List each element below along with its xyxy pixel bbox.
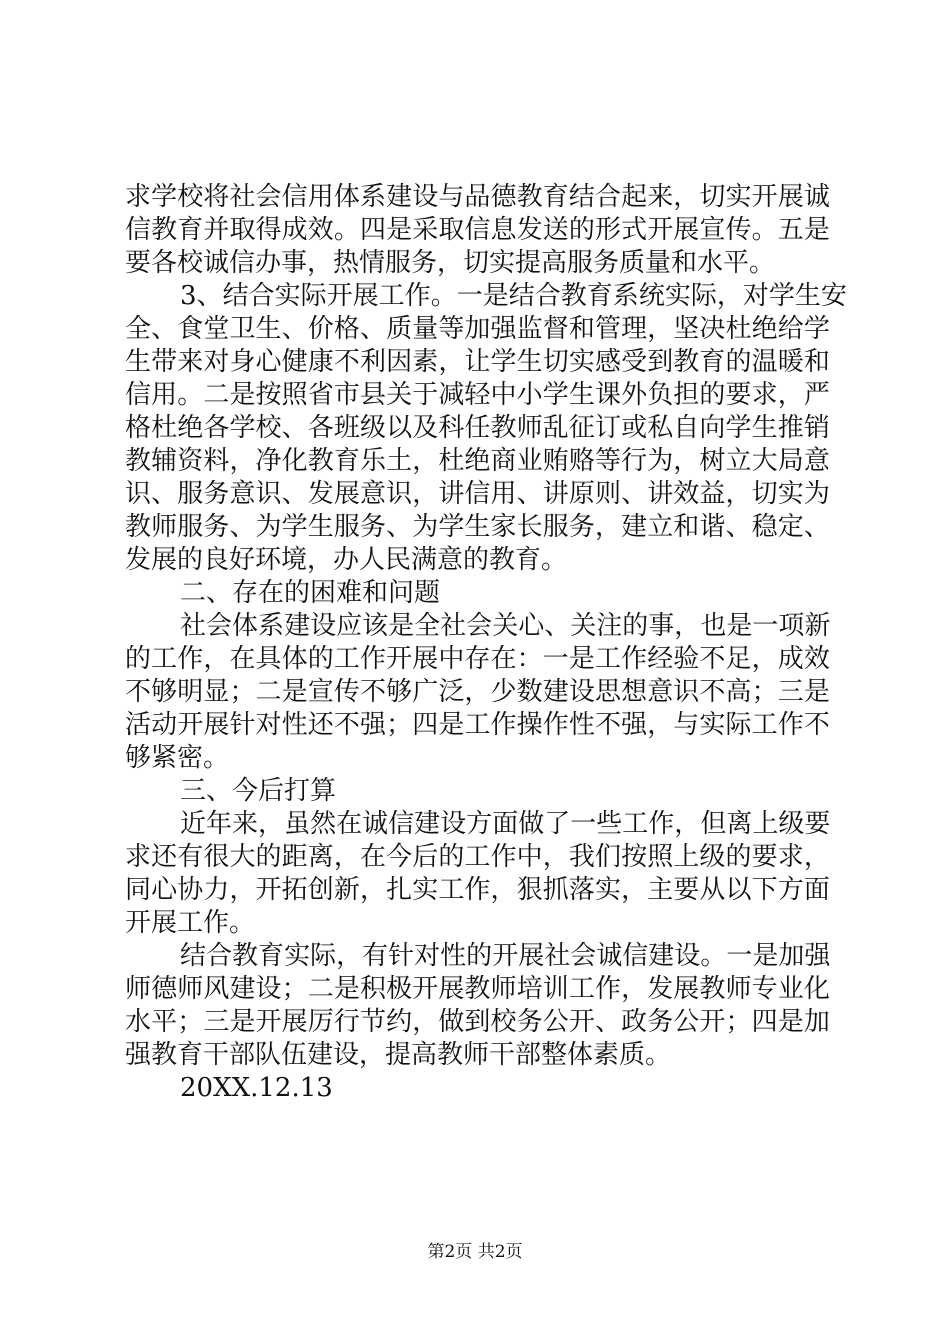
text-line: 3 、 结 合 实 际 开 展 工 作 。 一 是 结 合 教 育 系 统 实 际 ， 对 学 生 安 xyxy=(180,281,847,311)
text-line: 信 用 。 二 是 按 照 省 市 县 关 于 减 轻 中 小 学 生 课 外 负 担 的 要 求 ， 严 xyxy=(125,380,830,410)
text-line: 发展的良好环境，办人民满意的教育。 xyxy=(125,545,568,575)
text-line: 师 德 师 风 建 设 ； 二 是 积 极 开 展 教 师 培 训 工 作 ， 发 展 教 师 专 业 化 xyxy=(125,974,830,1004)
text-line: 结 合 教 育 实 际 ， 有 针 对 性 的 开 展 社 会 诚 信 建 设 。 一 是 加 强 xyxy=(180,941,831,971)
section-heading: 二、存在的困难和问题 xyxy=(180,578,441,608)
text-line: 的 工 作 ， 在 具 体 的 工 作 开 展 中 存 在 ： 一 是 工 作 经 验 不 足 ， 成 效 xyxy=(125,644,830,674)
text-line: 社 会 体 系 建 设 应 该 是 全 社 会 关 心 、 关 注 的 事 ， 也 是 一 项 新 xyxy=(180,611,831,641)
text-line: 不 够 明 显 ； 二 是 宣 传 不 够 广 泛 ， 少 数 建 设 思 想 意 识 不 高 ； 三 是 xyxy=(125,677,830,707)
text-line: 求 还 有 很 大 的 距 离 ， 在 今 后 的 工 作 中 ， 我 们 按 照 上 级 的 要 求 ， xyxy=(125,842,830,872)
text-line: 生 带 来 对 身 心 健 康 不 利 因 素 ， 让 学 生 切 实 感 受 到 教 育 的 温 暖 和 xyxy=(125,347,830,377)
text-line: 格 杜 绝 各 学 校 、 各 班 级 以 及 科 任 教 师 乱 征 订 或 私 自 向 学 生 推 销 xyxy=(125,413,830,443)
text-line: 教 师 服 务 、 为 学 生 服 务 、 为 学 生 家 长 服 务 ， 建 立 和 谐 、 稳 定 、 xyxy=(125,512,830,542)
text-line: 教 辅 资 料 ， 净 化 教 育 乐 土 ， 杜 绝 商 业 贿 赂 等 行 为 ， 树 立 大 局 意 xyxy=(125,446,830,476)
text-line: 全 、 食 堂 卫 生 、 价 格 、 质 量 等 加 强 监 督 和 管 理 ， 坚 决 杜 绝 给 学 xyxy=(125,314,830,344)
section-heading: 三、今后打算 xyxy=(180,776,337,806)
text-line: 水 平 ； 三 是 开 展 厉 行 节 约 ， 做 到 校 务 公 开 、 政 务 公 开 ； 四 是 加 xyxy=(125,1007,830,1037)
text-line: 要各校诚信办事，热情服务，切实提高服务质量和水平。 xyxy=(125,248,776,278)
text-line: 求 学 校 将 社 会 信 用 体 系 建 设 与 品 德 教 育 结 合 起 来 ， 切 实 开 展 诚 xyxy=(125,182,830,212)
text-line: 开展工作。 xyxy=(125,908,256,938)
text-line: 同 心 协 力 ， 开 拓 创 新 ， 扎 实 工 作 ， 狠 抓 落 实 ， 主 要 从 以 下 方 面 xyxy=(125,875,830,905)
text-line: 识 、 服 务 意 识 、 发 展 意 识 ， 讲 信 用 、 讲 原 则 、 讲 效 益 ， 切 实 为 xyxy=(125,479,830,509)
text-line: 信 教 育 并 取 得 成 效 。 四 是 采 取 信 息 发 送 的 形 式 开 展 宣 传 。 五 是 xyxy=(125,215,830,245)
text-line: 够紧密。 xyxy=(125,743,230,773)
page-number-footer: 第2页 共2页 xyxy=(427,1242,523,1262)
date-line: 20XX.12.13 xyxy=(180,1073,333,1103)
text-line: 近 年 来 ， 虽 然 在 诚 信 建 设 方 面 做 了 一 些 工 作 ， 但 离 上 级 要 xyxy=(180,809,831,839)
text-line: 强教育干部队伍建设，提高教师干部整体素质。 xyxy=(125,1040,672,1070)
text-line: 活 动 开 展 针 对 性 还 不 强 ； 四 是 工 作 操 作 性 不 强 ， 与 实 际 工 作 不 xyxy=(125,710,830,740)
